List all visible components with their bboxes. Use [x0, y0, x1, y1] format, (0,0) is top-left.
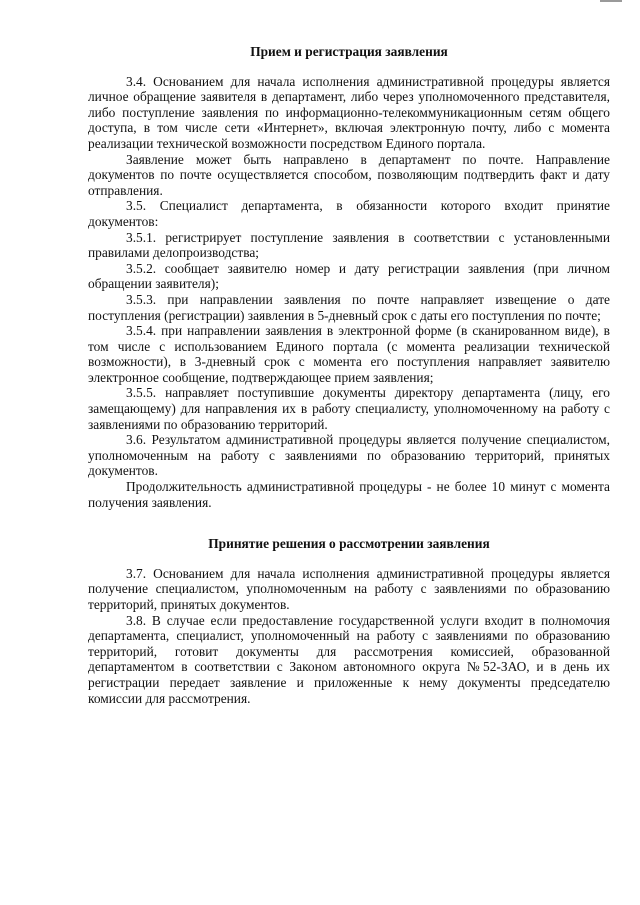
paragraph-3-7: 3.7. Основанием для начала исполнения административной процедуры является получение специалистом, уполномоченным на работу с заявлениями по образованию территорий, принятых документов. [88, 565, 610, 612]
paragraph-mail: Заявление может быть направлено в департамент по почте. Направление документов по почте осуществляется способом, позволяющим подтвердить факт и дату отправления. [88, 151, 610, 198]
section-heading-registration: Прием и регистрация заявления [250, 44, 448, 59]
paragraph-duration: Продолжительность административной процедуры - не более 10 минут с момента получения заявления. [88, 479, 610, 510]
scan-edge-mark [600, 0, 622, 2]
document-page [88, 44, 610, 706]
paragraph-3-5: 3.5. Специалист департамента, в обязанности которого входит принятие документов: [88, 198, 610, 229]
section-heading-decision: Принятие решения о рассмотрении заявления [208, 536, 490, 552]
paragraph-3-5-3: 3.5.3. при направлении заявления по почте направляет извещение о дате поступления (регистрации) заявления в 5-дневный срок с даты его поступления по почте; [88, 291, 610, 323]
paragraph-3-5-5: 3.5.5. направляет поступившие документы директору департамента (лицу, его замещающему) для направления их в работу специалисту, уполномоченному на работу с заявлениями по образованию территорий. [88, 385, 610, 432]
paragraph-3-5-2: 3.5.2. сообщает заявителю номер и дату регистрации заявления (при личном обращении заявителя); [88, 260, 610, 292]
paragraph-3-5-4: 3.5.4. при направлении заявления в электронной форме (в сканированном виде), в том числе с использованием Единого портала (с момента реализации технической возможности), в 3-дневный срок с момента его поступления направляет заявителю электронное сообщение, подтверждающее прием заявления; [88, 323, 610, 385]
paragraph-3-8: 3.8. В случае если предоставление государственной услуги входит в полномочия департамента, специалист, уполномоченный на работу с заявлениями по образованию территорий, готовит документы для рассмотрения комиссией, образованной департаментом в соответствии с Законом автономного округа №52-ЗАО, и в день их регистрации передает заявление и приложенные к нему документы председателю комиссии для рассмотрения. [88, 612, 610, 706]
paragraph-3-6: 3.6. Результатом административной процедуры является получение специалистом, уполномоченным на работу с заявлениями по образованию территорий, принятых документов. [88, 432, 610, 479]
paragraph-3-4: 3.4. Основанием для начала исполнения административной процедуры является личное обращение заявителя в департамент, либо через уполномоченного представителя, либо поступление заявления по информационно-телекоммуникационным сетям общего доступа, в том числе сети «Интернет», включая электронную почту, либо с момента реализации технической возможности посредством Единого портала. [88, 73, 610, 151]
paragraph-3-5-1: 3.5.1. регистрирует поступление заявления в соответствии с установленными правилами делопроизводства; [88, 229, 610, 261]
